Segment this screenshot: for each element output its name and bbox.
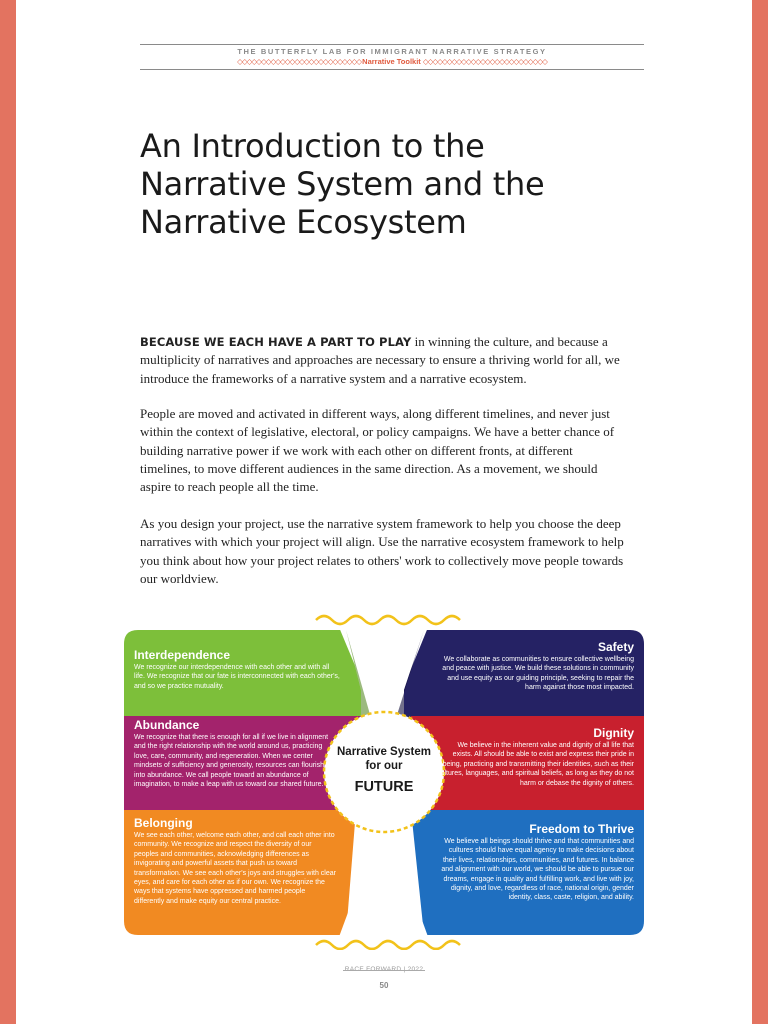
abundance-box	[124, 702, 346, 789]
interdependence-box	[124, 632, 352, 691]
center-label	[328, 745, 440, 797]
dignity-box	[426, 716, 644, 788]
header-rule-bottom	[140, 69, 644, 70]
dignity-text: We believe in the inherent value and dignity of all life that exists. All should be able to exist and express their pride in being, practicing and transmitting their identities, such as their cultures, languages, and spiritual beliefs, as long as they do not harm or debase the dignity of others.	[437, 742, 634, 787]
intro-paragraph-2: People are moved and activated in different ways, along different timelines, and never just within the context of legislative, electoral, or policy campaigns. We have a better chance of building narrative power if we work with each other on different fronts, at different timelines, to move different audiences in the same direction. As a movement, we should aspire to reach people all the time.	[140, 406, 615, 495]
belonging-text: We see each other, welcome each other, and call each other into community. We recognize and respect the diversity of our peoples and communities, acknowledging differences as invigorating and powerful assets that push us toward transformation. We see each other's joys and struggles with clear eyes, and care for each other as if our own. We recognize the ways that systems have oppressed and harmed people differently and make equity our central practice.	[134, 832, 336, 905]
belonging-box	[124, 800, 346, 906]
header-section-row	[140, 57, 644, 66]
freedom-text: We believe all beings should thrive and that communities and cultures should have equal agency to make decisions about their lives, relationships, communities, and futures. In balance and alignment with our world, we should be able to pursue our dreams, engage in quality and fulfilling work, and live with joy, dignity, and love, regardless of race, national origin, gender identity, class, caste, religion, and ability.	[441, 838, 634, 902]
intro-paragraph-3: As you design your project, use the narrative system framework to help you choose the deep narratives with which your project will align. Use the narrative ecosystem framework to help you think about how your project relates to others' work to collectively move people towards our worldview.	[140, 516, 624, 586]
abundance-title: Abundance	[134, 718, 200, 732]
interdependence-title: Interdependence	[134, 648, 231, 662]
document-page	[16, 0, 752, 1024]
center-label-line2: FUTURE	[354, 779, 414, 795]
page-title: An Introduction to the Narrative System and the Narrative Ecosystem	[140, 127, 545, 241]
safety-text: We collaborate as communities to ensure collective wellbeing and peace with justice. We build these solutions in community and use equity as our guiding principle, seeking to repair the harm against those most impacted.	[442, 656, 634, 692]
belonging-title: Belonging	[134, 816, 193, 830]
safety-title: Safety	[597, 640, 634, 654]
wave-ornament-left: ◇◇◇◇◇◇◇◇◇◇◇◇◇◇◇◇◇◇◇◇◇◇◇◇◇◇	[237, 57, 363, 66]
narrative-system-diagram	[16, 590, 752, 950]
center-label-line1: Narrative System for our	[337, 746, 431, 772]
dignity-title: Dignity	[593, 726, 634, 740]
freedom-box	[426, 812, 644, 903]
header-section: Narrative Toolkit	[362, 57, 421, 66]
wave-ornament-right: ◇◇◇◇◇◇◇◇◇◇◇◇◇◇◇◇◇◇◇◇◇◇◇◇◇◇	[422, 57, 547, 66]
intro-paragraph-1-text: in winning the culture, and because a multiplicity of narratives and approaches are necessary to ensure a thriving world for all, we introduce the frameworks of a narrative system and a narrative ecosystem.	[140, 334, 620, 386]
safety-box	[426, 630, 644, 693]
intro-lead: BECAUSE WE EACH HAVE A PART TO PLAY	[140, 335, 412, 349]
header-rule-top	[140, 44, 644, 45]
intro-paragraph-1	[140, 333, 624, 388]
interdependence-text: We recognize our interdependence with each other and with all life. We recognize that our fate is interconnected with each other's, and so we practice mutuality.	[134, 664, 340, 690]
footer-rule	[343, 970, 425, 971]
abundance-text: We recognize that there is enough for all if we live in alignment and the right relationship with the world around us, practicing love, care, community, and regeneration. When we center mindsets of sufficiency and generosity, resources can flourish into abundance. We call people toward an abundance of imagination, to make a leap with us toward our shared future.	[134, 734, 329, 789]
header-org: THE BUTTERFLY LAB FOR IMMIGRANT NARRATIVE STRATEGY	[237, 47, 547, 56]
page-number: 50	[379, 981, 389, 990]
freedom-title: Freedom to Thrive	[529, 822, 634, 836]
